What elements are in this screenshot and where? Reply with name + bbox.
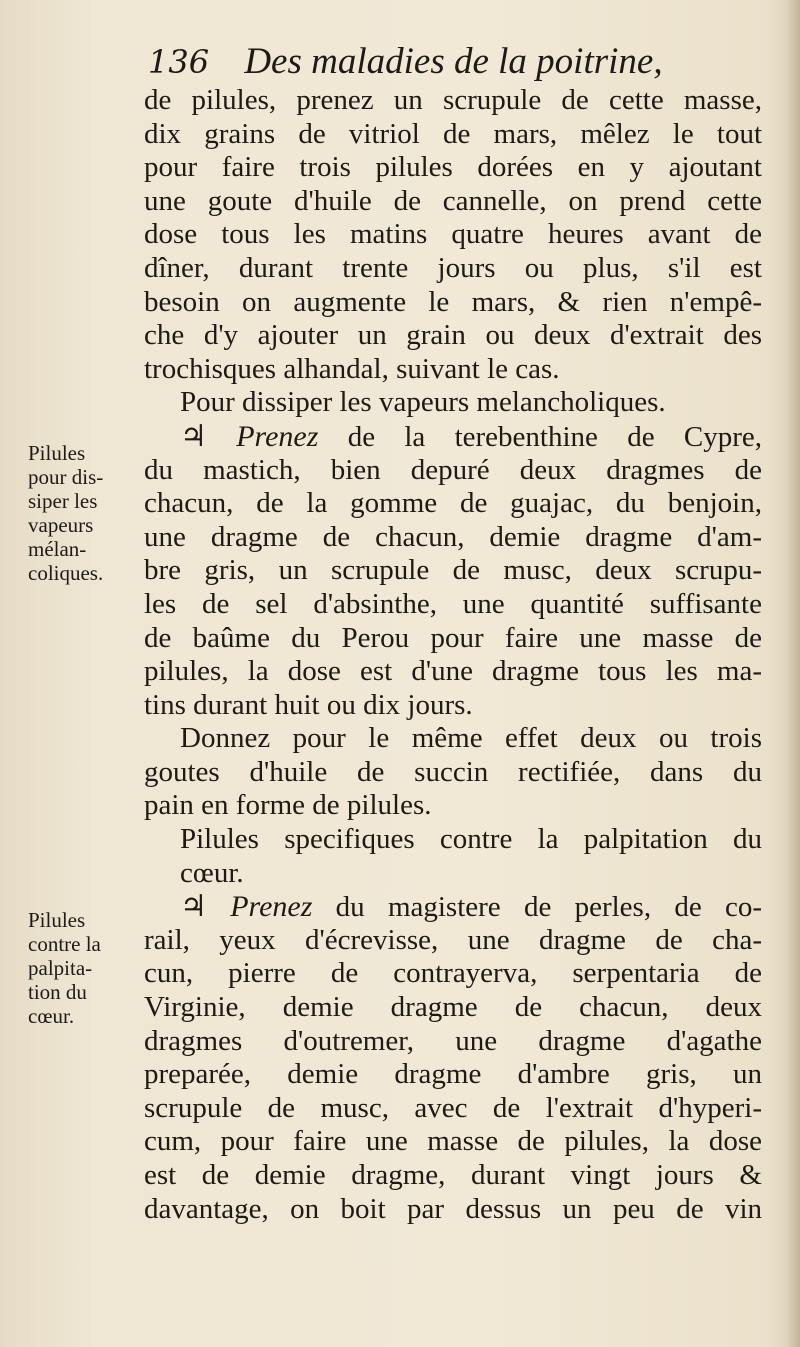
text-line: goutes d'huile de succin rectifiée, dans du [144,755,762,788]
text-line: chacun, de la gomme de guajac, du benjoin, [144,487,762,520]
margin-note-line: pour dis- [28,465,104,489]
text-line: cum, pour faire une masse de pilules, la dose [144,1125,762,1158]
recipe-word: Prenez [230,890,313,924]
margin-note-vapeurs [28,441,140,585]
text-line: pour faire trois pilules dorées en y ajoutant [144,151,762,184]
text-line: pilules, la dose est d'une dragme tous les ma- [144,655,762,688]
text-line: une dragme de chacun, demie dragme d'am- [144,520,762,553]
margin-note-line: Pilules [28,441,86,465]
recipe-line [144,890,762,924]
page-header [148,40,768,90]
margin-note-line: coliques. [28,561,104,585]
text-line: de pilules, prenez un scrupule de cette masse, [144,84,762,116]
recipe-text: de la terebenthine de Cypre, [347,420,762,453]
text-line: est de demie dragme, durant vingt jours & [144,1159,762,1191]
page-number: 136 [148,43,210,81]
text-line: cun, pierre de contrayerva, serpentaria de [144,957,762,990]
recipe-line [144,420,762,454]
margin-note-line: tion du [28,980,87,1004]
section-heading: Pilules specifiques contre la palpitation du [180,823,762,856]
page-edge-shadow [786,0,800,1347]
running-head: Des maladies de la poitrine, [244,41,663,82]
text-line: de baûme du Perou pour faire une masse de [144,621,762,654]
margin-note-line: vapeurs [28,513,94,537]
recipe-word: Prenez [236,419,319,453]
text-line: rail, yeux d'écrevisse, une dragme de cha- [144,923,762,956]
margin-note-line: palpita- [28,956,93,980]
recipe-symbol: ♃ [180,419,207,453]
text-line: du mastich, bien depuré deux dragmes de [144,453,762,486]
text-line: besoin on augmente le mars, & rien n'empê- [144,285,762,318]
text-line: Donnez pour le même effet deux ou trois [180,722,762,755]
text-line: bre gris, un scrupule de musc, deux scrupu- [144,554,762,587]
margin-note-line: mélan- [28,537,87,561]
text-line: Virginie, demie dragme de chacun, deux [144,991,762,1024]
body-text [144,84,762,1226]
text-line: preparée, demie dragme d'ambre gris, un [144,1058,762,1091]
text-line: une goute d'huile de cannelle, on prend cette [144,184,762,217]
text-line: dix grains de vitriol de mars, mêlez le tout [144,117,762,150]
margin-note-palpitation [28,908,140,1028]
margin-note-line: contre la [28,932,101,956]
text-line: dragmes d'outremer, une dragme d'agathe [144,1024,762,1057]
text-line: dîner, durant trente jours ou plus, s'il est [144,251,762,284]
text-line: tins durant huit ou dix jours. [144,688,473,721]
text-line: dose tous les matins quatre heures avant de [144,218,762,251]
margin-note-line: cœur. [28,1004,75,1028]
text-line: che d'y ajouter un grain ou deux d'extrait des [144,319,762,352]
recipe-text: du magistere de perles, de co- [335,891,762,924]
text-line: les de sel d'absinthe, une quantité suffisante [144,587,762,620]
text-line: davantage, on boit par dessus un peu de vin [144,1192,762,1225]
text-line: trochisques alhandal, suivant le cas. [144,352,560,385]
text-line: scrupule de musc, avec de l'extrait d'hyperi- [144,1091,762,1124]
margin-note-line: Pilules [28,908,86,932]
margin-note-line: siper les [28,489,98,513]
recipe-symbol: ♃ [180,890,207,924]
section-heading-end: cœur. [180,856,244,889]
section-heading: Pour dissiper les vapeurs melancholiques. [180,386,666,419]
text-line: pain en forme de pilules. [144,789,432,822]
